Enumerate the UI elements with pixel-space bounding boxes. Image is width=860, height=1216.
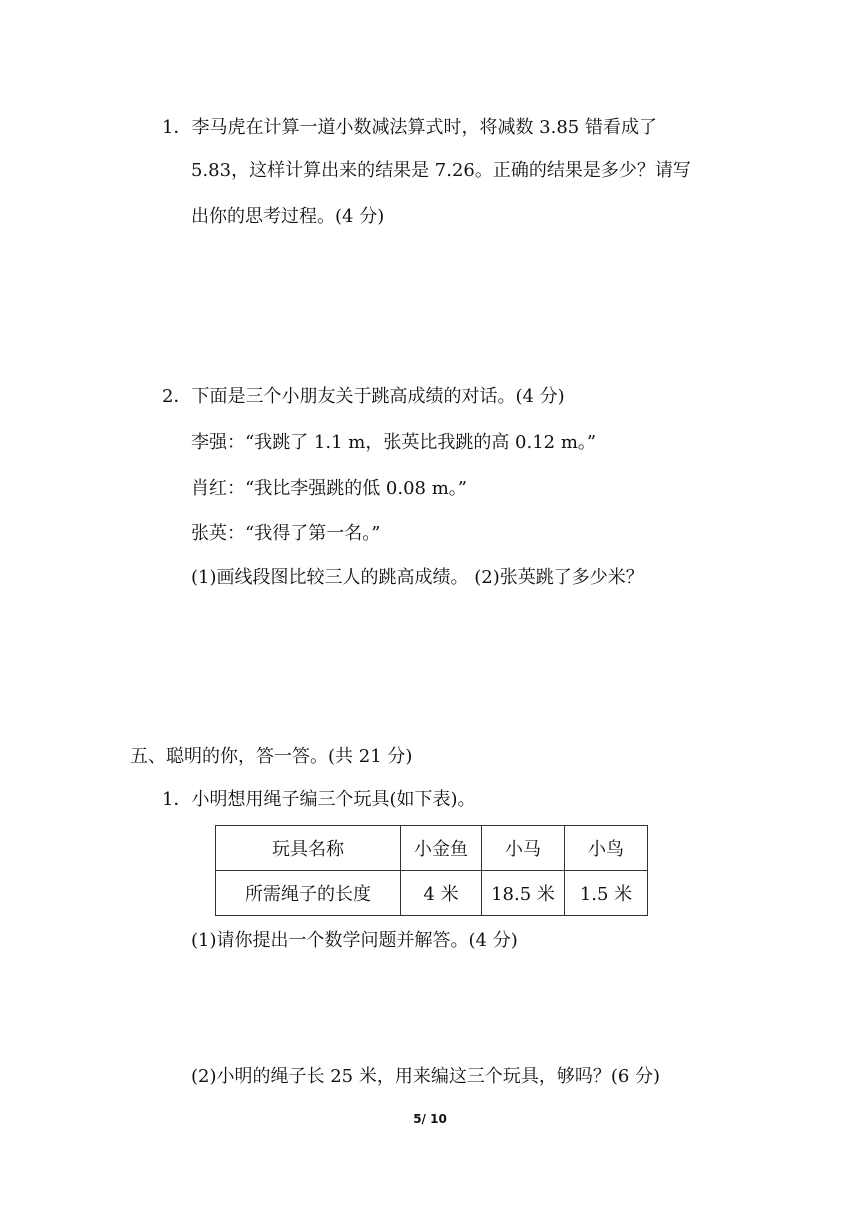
toy-rope-table [215,825,648,916]
question-2-tasks: (1)画线段图比较三人的跳高成绩。 (2)张英跳了多少米？ [191,567,644,588]
question-2-number: 2． [162,386,192,407]
question-1 [162,116,657,140]
question-1-line-2: 5.83，这样计算出来的结果是 7.26。正确的结果是多少？请写 [191,160,691,181]
table-cell: 所需绳子的长度 [216,871,401,916]
dialog-li-qiang: 李强：“我跳了 1.1 m，张英比我跳的高 0.12 m。” [191,432,597,453]
table-header-row [216,826,648,871]
table-cell: 1.5 米 [565,871,648,916]
question-1-line-3: 出你的思考过程。(4 分) [191,206,385,227]
section-5-question-1 [162,788,476,812]
page-number: 5/ 10 [413,1112,447,1126]
sub-question-1: (1)请你提出一个数学问题并解答。(4 分) [191,930,518,951]
section-5-title: 五、聪明的你，答一答。(共 21 分) [130,746,413,767]
section-5-question-1-intro: 小明想用绳子编三个玩具(如下表)。 [191,789,476,810]
table-header-cell: 小马 [482,826,565,871]
question-2 [162,385,565,409]
question-2-intro: 下面是三个小朋友关于跳高成绩的对话。(4 分) [191,386,565,407]
table-cell: 4 米 [401,871,482,916]
question-1-number: 1． [162,117,192,138]
table-cell: 18.5 米 [482,871,565,916]
section-5-question-1-number: 1． [162,789,192,810]
dialog-xiao-hong: 肖红：“我比李强跳的低 0.08 m。” [191,478,467,499]
sub-question-2: (2)小明的绳子长 25 米，用来编这三个玩具，够吗？(6 分) [191,1066,661,1087]
table-header-cell: 小金鱼 [401,826,482,871]
table-row [216,871,648,916]
table-header-cell: 玩具名称 [216,826,401,871]
table-header-cell: 小鸟 [565,826,648,871]
question-1-line-1: 李马虎在计算一道小数减法算式时，将减数 3.85 错看成了 [191,117,657,138]
dialog-zhang-ying: 张英：“我得了第一名。” [191,523,381,544]
